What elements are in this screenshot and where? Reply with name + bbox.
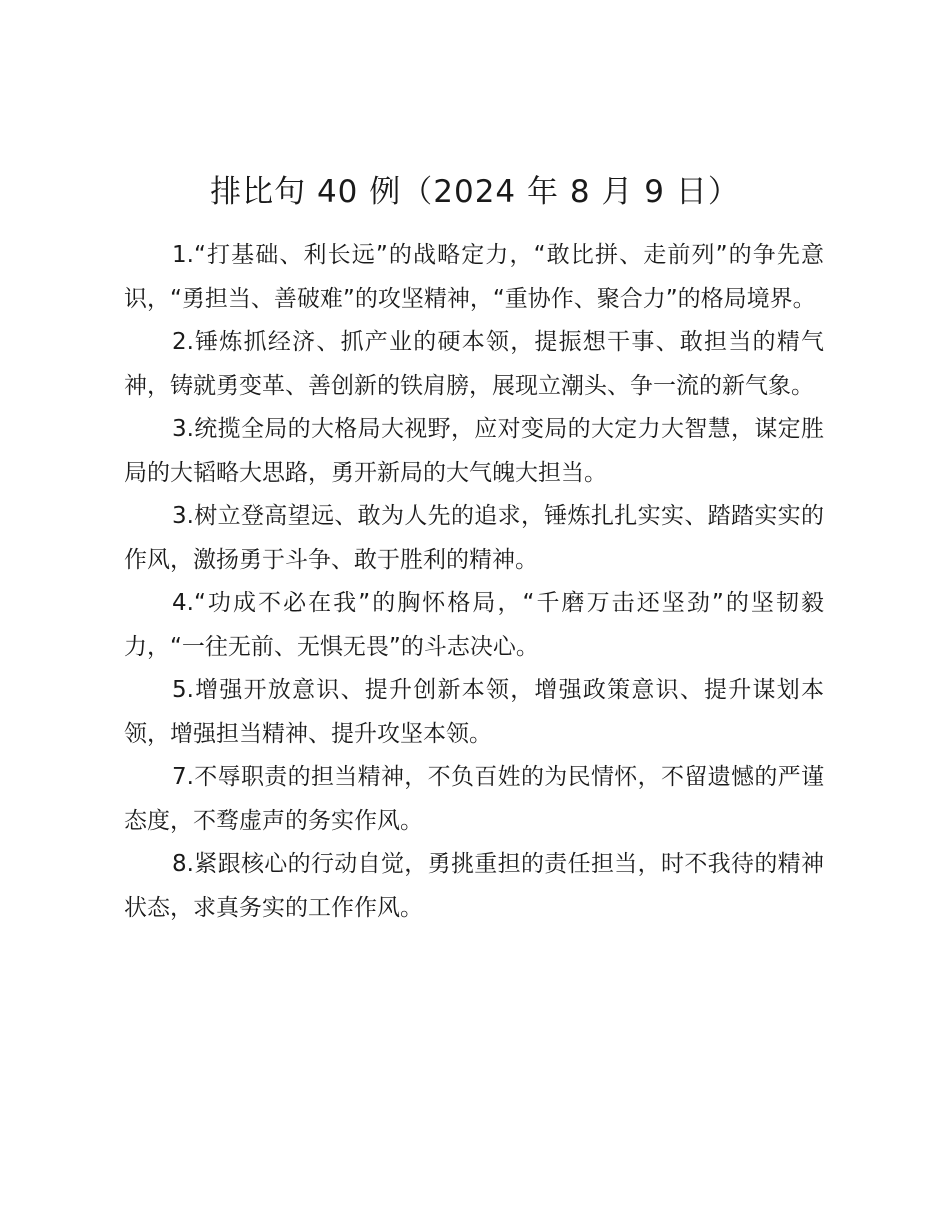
paragraph-8: 8.紧跟核心的行动自觉，勇挑重担的责任担当，时不我待的精神状态，求真务实的工作作风。 [124,851,824,921]
paragraph-6: 5.增强开放意识、提升创新本领，增强政策意识、提升谋划本领，增强担当精神、提升攻坚本领。 [124,677,824,747]
document-title: 排比句 40 例（2024 年 8 月 9 日） [210,174,740,210]
paragraph-1: 1.“打基础、利长远”的战略定力，“敢比拼、走前列”的争先意识，“勇担当、善破难”的攻坚精神，“重协作、聚合力”的格局境界。 [124,242,824,312]
paragraph-3: 3.统揽全局的大格局大视野，应对变局的大定力大智慧，谋定胜局的大韬略大思路，勇开新局的大气魄大担当。 [124,416,824,486]
document-body [124,234,824,930]
paragraph-4: 3.树立登高望远、敢为人先的追求，锤炼扎扎实实、踏踏实实的作风，激扬勇于斗争、敢于胜利的精神。 [124,503,824,573]
paragraph-7: 7.不辱职责的担当精神，不负百姓的为民情怀，不留遗憾的严谨态度，不骛虚声的务实作风。 [124,764,824,834]
paragraph-2: 2.锤炼抓经济、抓产业的硬本领，提振想干事、敢担当的精气神，铸就勇变革、善创新的铁肩膀，展现立潮头、争一流的新气象。 [124,329,824,399]
paragraph-5: 4.“功成不必在我”的胸怀格局，“千磨万击还坚劲”的坚韧毅力，“一往无前、无惧无畏”的斗志决心。 [124,590,824,660]
